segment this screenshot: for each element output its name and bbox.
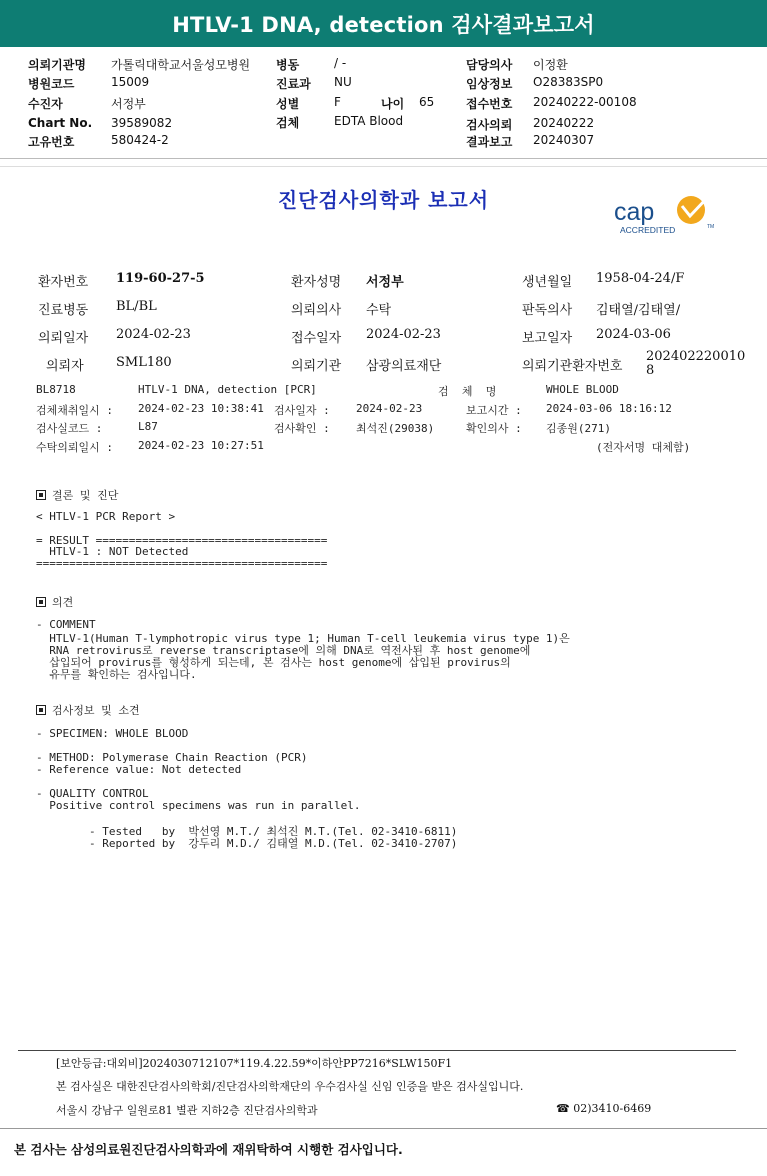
report-time-label: 보고시간 : xyxy=(466,404,522,417)
label-birthdate: 생년월일 xyxy=(522,275,573,290)
header-label-unique-no: 고유번호 xyxy=(28,135,75,149)
label-request-date: 의뢰일자 xyxy=(38,331,89,346)
test-code: BL8718 xyxy=(36,383,76,396)
address-line: 서울시 강남구 일원로81 별관 지하2층 진단검사의학과 xyxy=(56,1104,318,1117)
value-birthdate: 1958-04-24/F xyxy=(596,271,685,286)
specimen-line: - SPECIMEN: WHOLE BLOOD xyxy=(36,727,189,740)
header-divider xyxy=(0,158,767,159)
section-bullet-icon xyxy=(36,490,46,500)
collect-value: 2024-02-23 10:38:41 xyxy=(138,402,264,415)
value-patient-no: 119-60-27-5 xyxy=(116,271,205,286)
header-label-test-request: 검사의뢰 xyxy=(466,118,513,132)
comment-line: HTLV-1(Human T-lymphotropic virus type 1; Human T-cell leukemia virus type 1)은 xyxy=(36,632,570,645)
result-value: HTLV-1 : NOT Detected xyxy=(36,545,189,558)
header-label-receipt-no: 접수번호 xyxy=(466,97,513,111)
specimen-label: 검 체 명 xyxy=(438,385,497,398)
report-title-bar xyxy=(0,0,767,47)
method-line: - METHOD: Polymerase Chain Reaction (PCR) xyxy=(36,751,308,764)
security-line: [보안등급:대외비]2024030712107*119.4.22.59*이하안PP7216*SLW150F1 xyxy=(56,1057,453,1070)
value-requester: SML180 xyxy=(116,355,172,370)
value-request-date: 2024-02-23 xyxy=(116,327,191,342)
reported-by-line: - Reported by 강두리 M.D./ 김태열 M.D.(Tel. 02-3410-2707) xyxy=(36,837,458,850)
section-bullet-icon xyxy=(36,705,46,715)
report-time-value: 2024-03-06 18:16:12 xyxy=(546,402,672,415)
header-value-hospital-code: 15009 xyxy=(111,75,150,89)
header-value-receipt-no: 20240222-00108 xyxy=(533,95,637,109)
cap-accredited-logo xyxy=(612,190,718,242)
label-patient-name: 환자성명 xyxy=(291,275,342,290)
header-value-department: NU xyxy=(334,75,352,89)
header-value-ward: / - xyxy=(334,56,347,70)
comment-heading: - COMMENT xyxy=(36,618,96,631)
qc-line: Positive control specimens was run in parallel. xyxy=(36,799,361,812)
label-report-date: 보고일자 xyxy=(522,331,573,346)
header-value-doctor: 이정환 xyxy=(533,58,568,72)
header-label-requester: 의뢰기관명 xyxy=(28,58,86,72)
lab-code-value: L87 xyxy=(138,420,158,433)
header-value-age: 65 xyxy=(419,95,435,109)
label-institution-patient-no: 의뢰기관환자번호 xyxy=(522,359,623,374)
pcr-report-heading: < HTLV-1 PCR Report > xyxy=(36,510,176,523)
header-label-age: 나이 xyxy=(381,97,405,111)
confirm-value: 최석진(29038) xyxy=(356,422,435,435)
header-label-specimen: 검체 xyxy=(276,116,300,130)
header-label-chart-no: Chart No. xyxy=(28,116,93,130)
label-ward: 진료병동 xyxy=(38,303,89,318)
header-value-patient: 서정부 xyxy=(111,97,146,111)
comment-line: 유무를 확인하는 검사입니다. xyxy=(36,668,197,681)
collect-label: 검체채취일시 : xyxy=(36,404,114,417)
label-receipt-date: 접수일자 xyxy=(291,331,342,346)
confirm-doctor-label: 확인의사 : xyxy=(466,422,522,435)
comment-line: 삽입되어 provirus를 형성하게 되는데, 본 검사는 host genome에 삽입된 provirus의 xyxy=(36,656,511,669)
value-institution-patient-no-cont: 8 xyxy=(646,363,655,378)
label-patient-no: 환자번호 xyxy=(38,275,89,290)
value-requesting-institution: 삼광의료재단 xyxy=(366,359,442,374)
specimen-value: WHOLE BLOOD xyxy=(546,383,619,396)
cap-logo-tm: TM xyxy=(707,224,715,230)
header-value-requester: 가톨릭대학교서울성모병원 xyxy=(111,58,251,72)
label-requester: 의뢰자 xyxy=(46,359,84,374)
value-receipt-date: 2024-02-23 xyxy=(366,327,441,342)
section-test-info-label: 검사정보 및 소견 xyxy=(52,704,140,717)
reference-line: - Reference value: Not detected xyxy=(36,763,242,776)
lab-report-title: 진단검사의학과 보고서 xyxy=(277,188,490,212)
header-divider-2 xyxy=(0,166,767,167)
header-value-test-request: 20240222 xyxy=(533,116,595,130)
footer-divider xyxy=(18,1050,736,1051)
test-date-value: 2024-02-23 xyxy=(356,402,423,415)
phone-line: ☎ 02)3410-6469 xyxy=(556,1102,652,1115)
qc-heading: - QUALITY CONTROL xyxy=(36,787,149,800)
header-value-result-report: 20240307 xyxy=(533,133,595,147)
value-referring-doctor: 수탁 xyxy=(366,303,392,318)
header-label-result-report: 결과보고 xyxy=(466,135,513,149)
header-label-hospital-code: 병원코드 xyxy=(28,77,75,91)
header-value-clinical-info: O28383SP0 xyxy=(533,75,604,89)
certification-line: 본 검사실은 대한진단검사의학회/진단검사의학재단의 우수검사실 신임 인증을 받은 검사실입니다. xyxy=(56,1080,524,1093)
value-report-date: 2024-03-06 xyxy=(596,327,671,342)
header-value-sex: F xyxy=(334,95,341,109)
header-label-patient: 수진자 xyxy=(28,97,63,111)
request-time-label: 수탁의뢰일시 : xyxy=(36,441,114,454)
section-opinion-label: 의견 xyxy=(52,596,74,609)
value-ward: BL/BL xyxy=(116,299,157,314)
header-label-department: 진료과 xyxy=(276,77,311,91)
header-label-sex: 성별 xyxy=(276,97,300,111)
confirm-label: 검사확인 : xyxy=(274,422,330,435)
test-date-label: 검사일자 : xyxy=(274,404,330,417)
lab-code-label: 검사실코드 : xyxy=(36,422,103,435)
confirm-doctor-value: 김종원(271) xyxy=(546,422,611,435)
request-time-value: 2024-02-23 10:27:51 xyxy=(138,439,264,452)
tested-by-line: - Tested by 박선영 M.T./ 최석진 M.T.(Tel. 02-3410-6811) xyxy=(36,825,458,838)
header-value-unique-no: 580424-2 xyxy=(111,133,169,147)
result-separator-end: ============================================ xyxy=(36,557,328,570)
header-value-chart-no: 39589082 xyxy=(111,116,173,130)
label-requesting-institution: 의뢰기관 xyxy=(291,359,342,374)
header-value-specimen: EDTA Blood xyxy=(334,114,404,128)
section-conclusion xyxy=(36,487,118,503)
header-label-doctor: 담당의사 xyxy=(466,58,513,72)
label-referring-doctor: 의뢰의사 xyxy=(291,303,342,318)
header-label-clinical-info: 임상정보 xyxy=(466,77,513,91)
section-bullet-icon xyxy=(36,597,46,607)
value-patient-name: 서정부 xyxy=(366,275,404,290)
esign-note: (전자서명 대체함) xyxy=(596,441,691,454)
cap-logo-subtext: ACCREDITED xyxy=(620,225,676,235)
header-label-ward: 병동 xyxy=(276,58,300,72)
report-title: HTLV-1 DNA, detection 검사결과보고서 xyxy=(172,12,595,37)
section-test-info xyxy=(36,702,140,718)
cap-logo-text: cap xyxy=(614,198,655,226)
result-separator: = RESULT =================================== xyxy=(36,534,328,547)
label-reading-doctor: 판독의사 xyxy=(522,303,573,318)
comment-line: RNA retrovirus로 reverse transcriptase에 의해 DNA로 역전사된 후 host genome에 xyxy=(36,644,531,657)
value-reading-doctor: 김태열/김태열/ xyxy=(596,303,681,318)
test-name: HTLV-1 DNA, detection [PCR] xyxy=(138,383,317,396)
section-conclusion-label: 결론 및 진단 xyxy=(52,489,119,502)
section-opinion xyxy=(36,594,73,610)
bottom-divider xyxy=(0,1128,767,1129)
value-institution-patient-no: 202402220010 xyxy=(646,349,746,364)
bottom-note: 본 검사는 삼성의료원진단검사의학과에 재위탁하여 시행한 검사입니다. xyxy=(14,1142,403,1157)
